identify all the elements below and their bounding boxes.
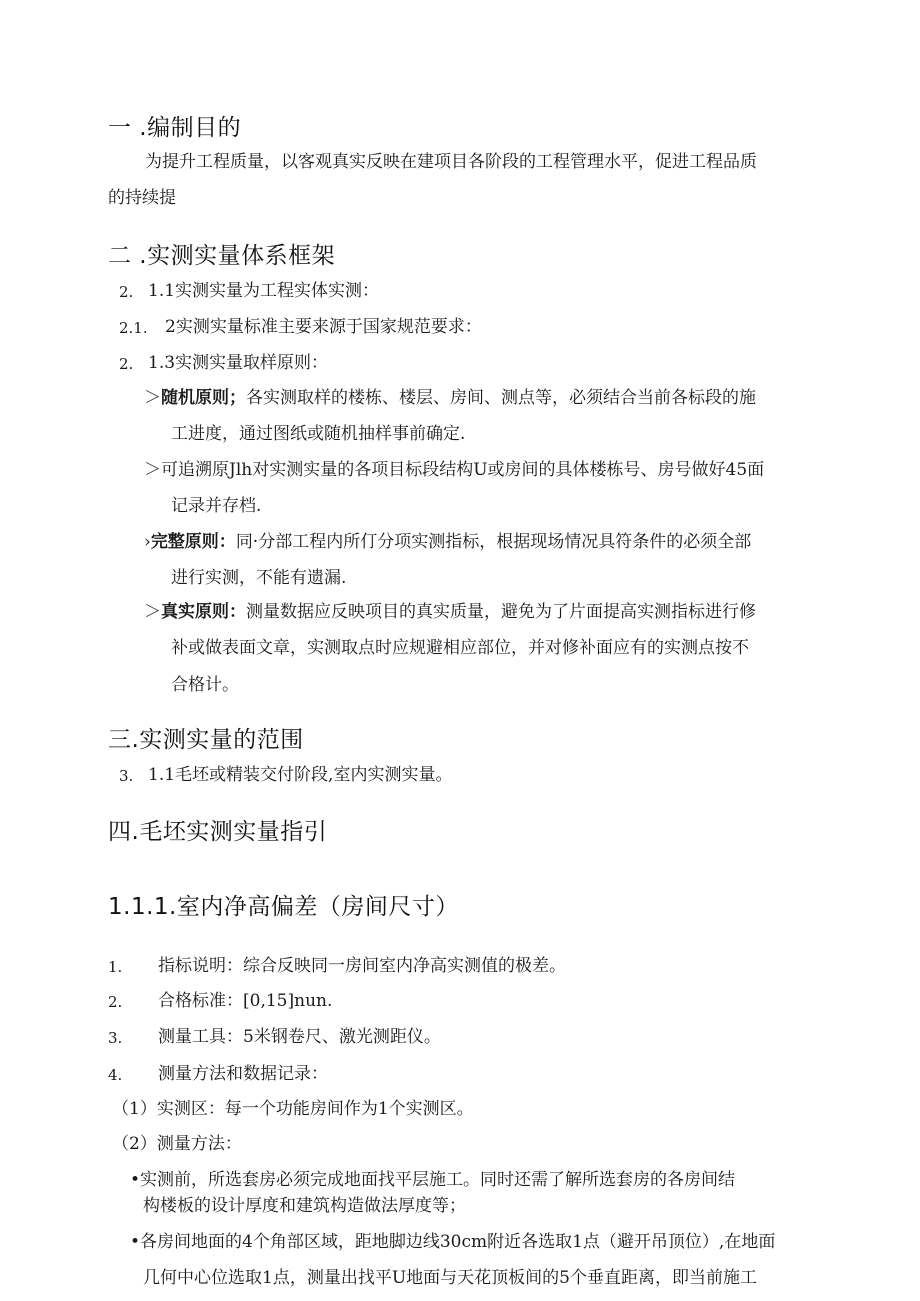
principle-text: 各实测取样的楼栋、楼层、房间、测点等，必须结合当前各标段的施 [246,388,756,408]
section-2-heading: 二 .实测实量体系框架 [108,243,336,269]
list-item-text: 1.1实测实量为工程实体实测： [148,281,380,301]
bullet-item-continuation: 几何中心位选取1点，测量出找平U地面与天花顶板间的5个垂直距离，即当前施工 [143,1268,757,1288]
principle-text-continuation: 记录并存档. [171,496,262,516]
sub-item-test-area: （1）实测区：每一个功能房间作为1个实测区。 [112,1099,474,1119]
list-item-text: 测量工具：5米钢卷尺、激光测距仪。 [158,1027,441,1047]
principle-text-continuation: 合格计。 [171,675,239,695]
principle-text: 测量数据应反映项目的真实质量，避免为了片面提高实测指标进行修 [246,602,756,622]
bullet-item: •实测前，所选套房必须完成地面找平层施工。同时还需了解所选套房的各房间结 [130,1170,736,1190]
list-item-text: 1.1毛坯或精装交付阶段,室内实测实量。 [148,765,453,785]
section-1-paragraph-line-1: 为提升工程质量，以客观真实反映在建项目各阶段的工程管理水平，促进工程品质 [145,152,757,172]
list-item-number: 2.1. [119,319,148,337]
sub-item-method: （2）测量方法： [112,1134,242,1154]
arrow-marker-icon: ＞ [144,460,161,480]
principle-text-continuation: 工进度，通过图纸或随机抽样事前确定. [171,424,466,444]
section-4-heading: 四.毛坯实测实量指引 [108,819,328,845]
principle-complete [144,532,751,552]
list-item-number: 3. [108,1029,123,1047]
bullet-item-continuation: 构楼板的设计厚度和建筑构造做法厚度等； [143,1196,466,1216]
bullet-item: •各房间地面的4个角部区域，距地脚边线30cm附近各选取1点（避开吊顶位）,在地面 [130,1232,776,1252]
principle-text: 同·分部工程内所仃分项实测指标，根据现场情况具符条件的必须全部 [235,532,752,552]
section-3-heading: 三.实测实量的范围 [108,727,304,753]
list-item-number: 1. [108,958,123,976]
list-item-text: 合格标准：[0,15]nun. [158,991,333,1011]
principle-text: 可追溯原Jlh对实测实量的各项目标段结构U或房间的具体楼栋号、房号做好45面 [161,460,765,480]
arrow-marker-icon: ＞ [144,602,161,622]
section-1-heading: 一 .编制目的 [108,115,242,141]
principle-random [144,388,756,408]
list-item-number: 4. [108,1066,123,1084]
list-item-number: 3. [119,767,134,785]
list-item-number: 2. [108,993,123,1011]
principle-title: 真实原则： [161,602,246,622]
list-item-text: 2实测实量标准主要来源于国家规范要求： [165,317,482,337]
list-item-text: 测量方法和数据记录： [158,1064,328,1084]
list-item-text: 指标说明：综合反映同一房间室内净高实测值的极差。 [158,956,566,976]
list-item-number: 2. [119,355,134,373]
principle-title: 随机原则； [161,388,246,408]
principle-traceable [144,460,764,480]
section-1-paragraph-line-2: 的持续提 [108,188,176,208]
subsection-heading: 1.1.1.室内净高偏差（房间尺寸） [108,894,459,920]
list-item-text: 1.3实测实量取样原则： [148,353,329,373]
list-item-number: 2. [119,283,134,301]
chevron-marker-icon: › [144,532,151,552]
arrow-marker-icon: ＞ [144,388,161,408]
principle-text-continuation: 进行实测，不能有遗漏. [171,568,347,588]
principle-true [144,602,756,622]
principle-title: 完整原则： [150,532,236,552]
principle-text-continuation: 补或做表面文章，实测取点时应规避相应部位，并对修补面应有的实测点按不 [171,638,749,658]
